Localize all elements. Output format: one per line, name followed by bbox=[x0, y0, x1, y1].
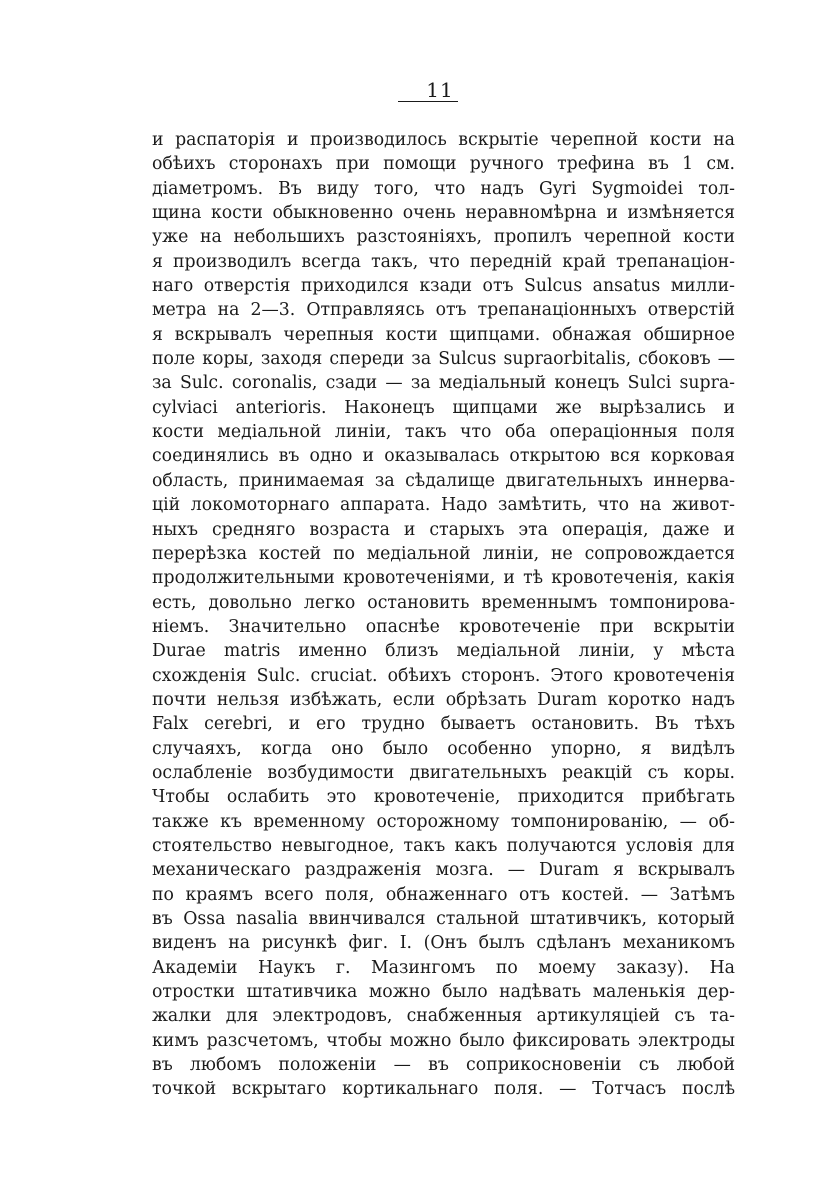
text-line: кимъ разсчетомъ, чтобы можно было фиксировать электроды bbox=[152, 1030, 735, 1051]
text-line: ніемъ. Значительно опаснѣе кровотеченіе при вскрытіи bbox=[152, 616, 735, 637]
text-line: есть, довольно легко остановить временнымъ томпонирова- bbox=[152, 592, 735, 613]
text-line: цій локомоторнаго аппарата. Надо замѣтить, что на живот- bbox=[152, 495, 735, 516]
text-line: перерѣзка костей по медіальной линіи, не сопровождается bbox=[152, 543, 735, 564]
text-line: область, принимаемая за сѣдалище двигательныхъ иннерва- bbox=[152, 470, 735, 491]
text-line: щина кости обыкновенно очень неравномѣрна и измѣняется bbox=[152, 203, 735, 224]
text-line: я вскрывалъ черепныя кости щипцами. обнажая обширное bbox=[152, 324, 735, 345]
text-line: ныхъ средняго возраста и старыхъ эта операція, даже и bbox=[152, 519, 735, 540]
text-line: стоятельство невыгодное, такъ какъ получаются условія для bbox=[152, 835, 735, 856]
text-line: Чтобы ослабить это кровотеченіе, приходится прибѣгать bbox=[152, 787, 735, 808]
text-line: точкой вскрытаго кортикальнаго поля. — Тотчасъ послѣ bbox=[152, 1079, 735, 1100]
text-line: діаметромъ. Въ виду того, что надъ Gyri Sygmoidei тол- bbox=[152, 178, 735, 199]
text-line: ослабленіе возбудимости двигательныхъ реакцій съ коры. bbox=[152, 762, 735, 783]
text-line: наго отверстія приходился кзади отъ Sulcus ansatus милли- bbox=[152, 276, 735, 297]
text-line: въ Ossa nasalia ввинчивался стальной штативчикъ, который bbox=[152, 909, 735, 929]
text-line: виденъ на рисункѣ фиг. I. (Онъ былъ сдѣланъ механикомъ bbox=[152, 933, 735, 954]
text-line: случаяхъ, когда оно было особенно упорно, я видѣлъ bbox=[152, 738, 735, 759]
text-line: и распаторія и производилось вскрытіе черепной кости на bbox=[152, 130, 735, 150]
text-line: жалки для электродовъ, снабженныя артикуляціей съ та- bbox=[152, 1006, 735, 1027]
page-number-rule bbox=[398, 101, 458, 102]
text-line: уже на небольшихъ разстояніяхъ, пропилъ черепной кости bbox=[152, 227, 735, 248]
text-line: соединялись въ одно и оказывалась открытою вся корковая bbox=[152, 446, 735, 467]
text-line: Falx cerebri, и его трудно бываетъ остановить. Въ тѣхъ bbox=[152, 714, 735, 735]
text-line: я производилъ всегда такъ, что передній край трепанаціон- bbox=[152, 251, 735, 272]
text-line: метра на 2—3. Отправляясь отъ трепанаціонныхъ отверстій bbox=[152, 300, 735, 321]
page-number: 11 bbox=[426, 78, 454, 102]
text-line: обѣихъ сторонахъ при помощи ручного трефина въ 1 см. bbox=[152, 154, 735, 175]
body-text bbox=[152, 128, 735, 1102]
text-line: Академіи Наукъ г. Мазингомъ по моему заказу). На bbox=[152, 957, 735, 978]
text-line: cylviaci anterioris. Наконецъ щипцами же вырѣзались и bbox=[152, 397, 735, 418]
text-line: механическаго раздраженія мозга. — Duram я вскрывалъ bbox=[152, 860, 735, 881]
text-line: кости медіальной линіи, такъ что оба операціонныя поля bbox=[152, 422, 735, 443]
text-line: почти нельзя избѣжать, если обрѣзать Duram коротко надъ bbox=[152, 689, 735, 710]
text-line: Durae matris именно близъ медіальной линіи, у мѣста bbox=[152, 641, 735, 662]
text-line: за Sulc. coronalis, сзади — за медіальный конецъ Sulci supra- bbox=[152, 373, 735, 394]
text-line: въ любомъ положеніи — въ соприкосновеніи съ любой bbox=[152, 1055, 735, 1076]
text-line: схожденія Sulc. cruciat. обѣихъ сторонъ. Этого кровотеченія bbox=[152, 665, 735, 686]
text-line: отростки штативчика можно было надѣвать маленькія дер- bbox=[152, 982, 735, 1003]
text-line: также къ временному осторожному томпонированію, — об- bbox=[152, 811, 735, 832]
text-line: по краямъ всего поля, обнаженнаго отъ костей. — Затѣмъ bbox=[152, 884, 735, 905]
text-line: поле коры, заходя спереди за Sulcus supraorbitalis, сбоковъ — bbox=[152, 349, 735, 370]
text-line: продолжительными кровотеченіями, и тѣ кровотеченія, какія bbox=[152, 568, 735, 589]
